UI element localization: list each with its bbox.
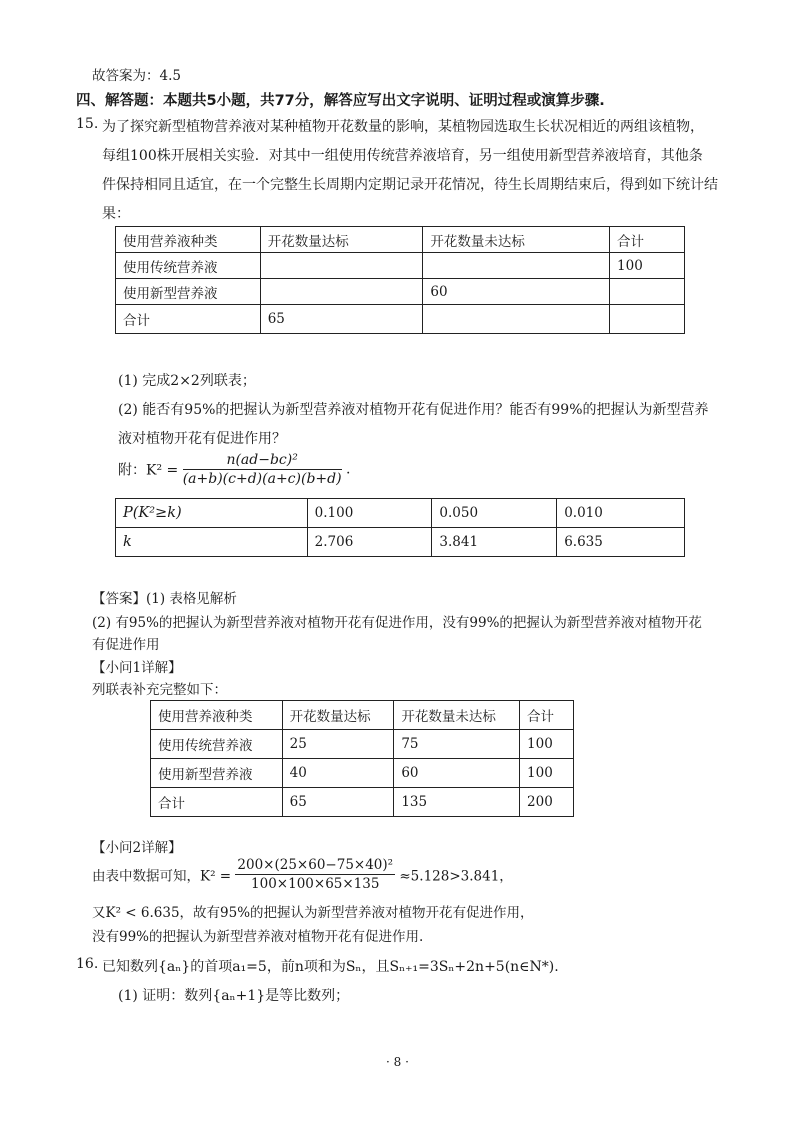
answer-line-3: 有促进作用 — [92, 637, 160, 653]
table-row — [151, 759, 574, 788]
table-cell: 使用营养液种类 — [116, 227, 261, 253]
critical-value-table — [115, 498, 685, 557]
sub-question-2-title: 【小问2详解】 — [92, 840, 182, 856]
table-cell — [260, 279, 423, 305]
table-cell: k — [116, 528, 308, 557]
table-cell: 60 — [423, 279, 610, 305]
table-cell — [610, 305, 685, 334]
table-cell: P(K²≥k) — [116, 499, 308, 528]
table-cell: 2.706 — [307, 528, 432, 557]
table-row — [116, 528, 685, 557]
formula-numerator: n(ad−bc)² — [183, 452, 342, 470]
table-cell: 合计 — [520, 701, 574, 730]
calc-numerator: 200×(25×60−75×40)² — [237, 857, 394, 873]
table-cell: 开花数量达标 — [260, 227, 423, 253]
previous-answer: 故答案为：4.5 — [92, 68, 181, 84]
section-heading: 四、解答题：本题共5小题，共77分，解答应写出文字说明、证明过程或演算步骤. — [76, 93, 605, 109]
table-cell: 使用传统营养液 — [116, 253, 261, 279]
table-cell: 75 — [394, 730, 520, 759]
table-row — [151, 730, 574, 759]
table-cell: 40 — [282, 759, 394, 788]
table-cell: 25 — [282, 730, 394, 759]
table-cell — [260, 253, 423, 279]
table-cell: 60 — [394, 759, 520, 788]
table-cell: 65 — [260, 305, 423, 334]
table-cell: 0.100 — [307, 499, 432, 528]
q15-stem-line-2: 每组100株开展相关实验．对其中一组使用传统营养液培育，另一组使用新型营养液培育，其他条 — [102, 148, 703, 164]
table-cell: 使用新型营养液 — [151, 759, 283, 788]
contingency-table-blank — [115, 226, 685, 334]
table-row — [116, 305, 685, 334]
formula-suffix: . — [346, 461, 351, 478]
page-number: · 8 · — [386, 1055, 409, 1069]
table-cell — [610, 279, 685, 305]
table-row — [116, 499, 685, 528]
table-cell — [423, 305, 610, 334]
table-row — [151, 701, 574, 730]
table-cell: 使用营养液种类 — [151, 701, 283, 730]
calc-line-3: 没有99%的把握认为新型营养液对植物开花有促进作用. — [92, 929, 424, 945]
formula-denominator: (a+b)(c+d)(a+c)(b+d) — [182, 471, 342, 487]
calc-line-2: 又K² < 6.635，故有95%的把握认为新型营养液对植物开花有促进作用， — [92, 905, 534, 921]
formula-prefix: 附：K² = — [118, 462, 179, 479]
question-number-15: 15. — [76, 116, 99, 132]
calc-denominator: 100×100×65×135 — [251, 876, 380, 892]
calc-prefix: 由表中数据可知，K² = — [92, 868, 232, 885]
calc-suffix: ≈5.128>3.841， — [399, 868, 513, 885]
table-row — [151, 788, 574, 817]
table-cell: 100 — [610, 253, 685, 279]
k-squared-formula — [118, 452, 350, 487]
q16-part-1: (1) 证明：数列{aₙ+1}是等比数列； — [118, 988, 350, 1004]
table-cell: 3.841 — [432, 528, 557, 557]
q15-part-2-line-1: (2) 能否有95%的把握认为新型营养液对植物开花有促进作用？能否有99%的把握认为新型营养 — [118, 402, 709, 418]
table-cell: 合计 — [610, 227, 685, 253]
contingency-table-complete — [150, 700, 574, 817]
table-cell: 100 — [520, 730, 574, 759]
q16-stem: 已知数列{aₙ}的首项a₁=5，前n项和为Sₙ，且Sₙ₊₁=3Sₙ+2n+5(n∈N*). — [102, 959, 559, 975]
question-number-16: 16. — [76, 956, 99, 972]
table-row — [116, 279, 685, 305]
q15-stem-line-1: 为了探究新型植物营养液对某种植物开花数量的影响，某植物园选取生长状况相近的两组该植物， — [102, 119, 704, 135]
q15-stem-line-3: 件保持相同且适宜，在一个完整生长周期内定期记录开花情况，待生长周期结束后，得到如下统计结 — [102, 177, 718, 193]
answer-line-2: (2) 有95%的把握认为新型营养液对植物开花有促进作用，没有99%的把握认为新型营养液对植物开花 — [92, 615, 702, 631]
table-cell: 0.050 — [432, 499, 557, 528]
table-cell: 使用传统营养液 — [151, 730, 283, 759]
table-cell: 合计 — [116, 305, 261, 334]
table-cell: 6.635 — [557, 528, 685, 557]
table-cell: 合计 — [151, 788, 283, 817]
k-squared-calculation — [92, 857, 513, 892]
table-row — [116, 227, 685, 253]
q15-part-2-line-2: 液对植物开花有促进作用？ — [118, 431, 286, 447]
table-cell: 开花数量达标 — [282, 701, 394, 730]
table-cell: 使用新型营养液 — [116, 279, 261, 305]
table-cell: 开花数量未达标 — [423, 227, 610, 253]
table-cell: 200 — [520, 788, 574, 817]
table-cell: 135 — [394, 788, 520, 817]
table-row — [116, 253, 685, 279]
q15-stem-line-4: 果： — [102, 206, 130, 222]
sub-question-1-title: 【小问1详解】 — [92, 660, 182, 676]
q15-part-1: (1) 完成2×2列联表； — [118, 373, 256, 389]
sub-question-1-text: 列联表补充完整如下： — [92, 682, 227, 698]
table-cell: 65 — [282, 788, 394, 817]
table-cell: 开花数量未达标 — [394, 701, 520, 730]
table-cell: 0.010 — [557, 499, 685, 528]
formula-fraction — [183, 452, 342, 487]
table-cell — [423, 253, 610, 279]
answer-label: 【答案】(1) 表格见解析 — [92, 591, 237, 607]
calc-fraction — [235, 857, 395, 892]
table-cell: 100 — [520, 759, 574, 788]
